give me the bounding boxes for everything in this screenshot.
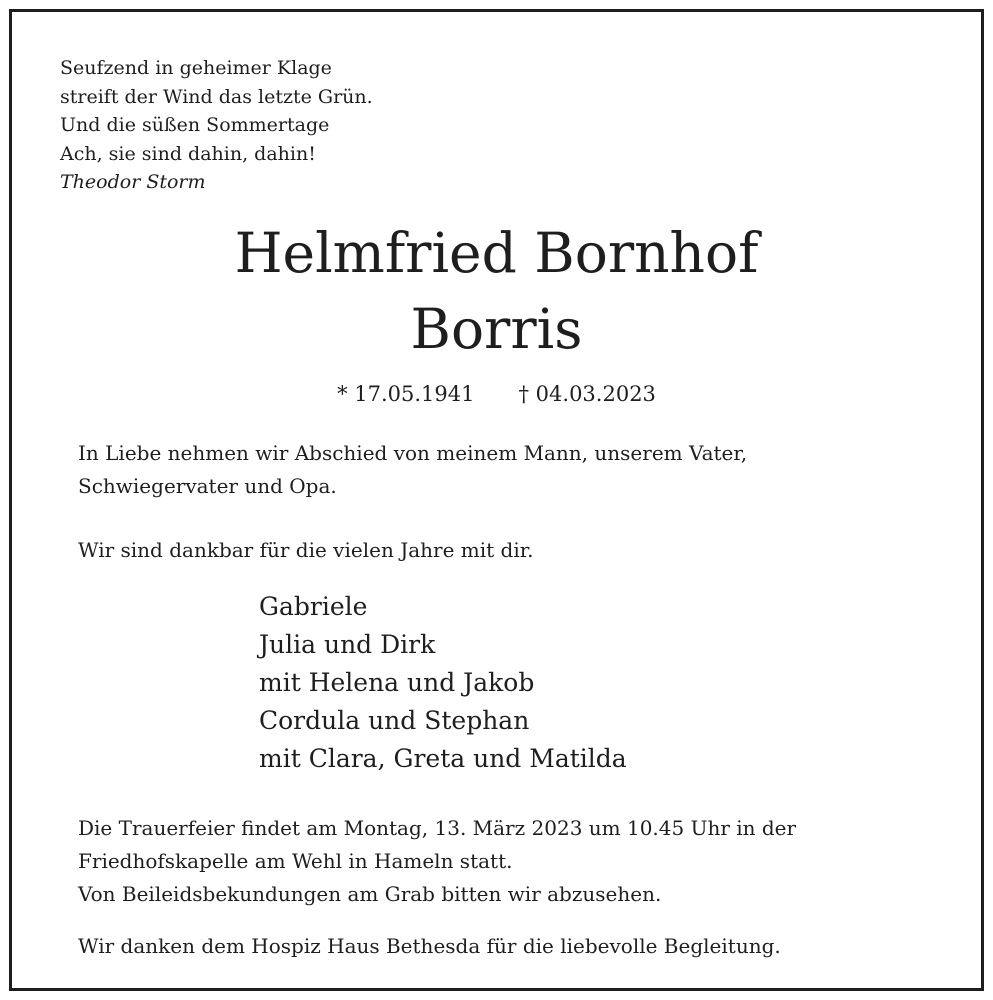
mourner-entry: Julia und Dirk xyxy=(259,630,436,659)
mourners-list xyxy=(259,588,627,778)
message-line: Schwiegervater und Opa. xyxy=(78,474,337,498)
poem-author: Theodor Storm xyxy=(60,171,206,193)
poem-line: Seufzend in geheimer Klage xyxy=(60,57,332,79)
closing-thanks: Wir danken dem Hospiz Haus Bethesda für die liebevolle Begleitung. xyxy=(78,934,781,958)
mourner-entry: mit Helena und Jakob xyxy=(259,668,535,697)
service-line: Von Beileidsbekundungen am Grab bitten wir abzusehen. xyxy=(78,882,662,906)
mourner-entry: Cordula und Stephan xyxy=(259,706,530,735)
poem-line: Und die süßen Sommertage xyxy=(60,114,330,136)
service-line: Friedhofskapelle am Wehl in Hameln statt. xyxy=(78,849,513,873)
service-line: Die Trauerfeier findet am Montag, 13. März 2023 um 10.45 Uhr in der xyxy=(78,816,797,840)
life-dates xyxy=(0,379,993,409)
mourner-entry: mit Clara, Greta und Matilda xyxy=(259,744,627,773)
poem-line: streift der Wind das letzte Grün. xyxy=(60,85,373,108)
mourner-entry: Gabriele xyxy=(259,592,368,621)
message-line: In Liebe nehmen wir Abschied von meinem Mann, unserem Vater, xyxy=(78,441,748,465)
death-date: † 04.03.2023 xyxy=(518,382,656,406)
gratitude-line: Wir sind dankbar für die vielen Jahre mit dir. xyxy=(78,538,534,562)
poem-line: Ach, sie sind dahin, dahin! xyxy=(60,142,316,165)
deceased-name: Helmfried Bornhof xyxy=(234,221,759,285)
funeral-service-info xyxy=(78,812,796,911)
poem-quote xyxy=(60,54,373,197)
birth-date: * 17.05.1941 xyxy=(337,382,475,406)
deceased-nickname: Borris xyxy=(410,297,583,361)
farewell-message xyxy=(78,437,747,503)
